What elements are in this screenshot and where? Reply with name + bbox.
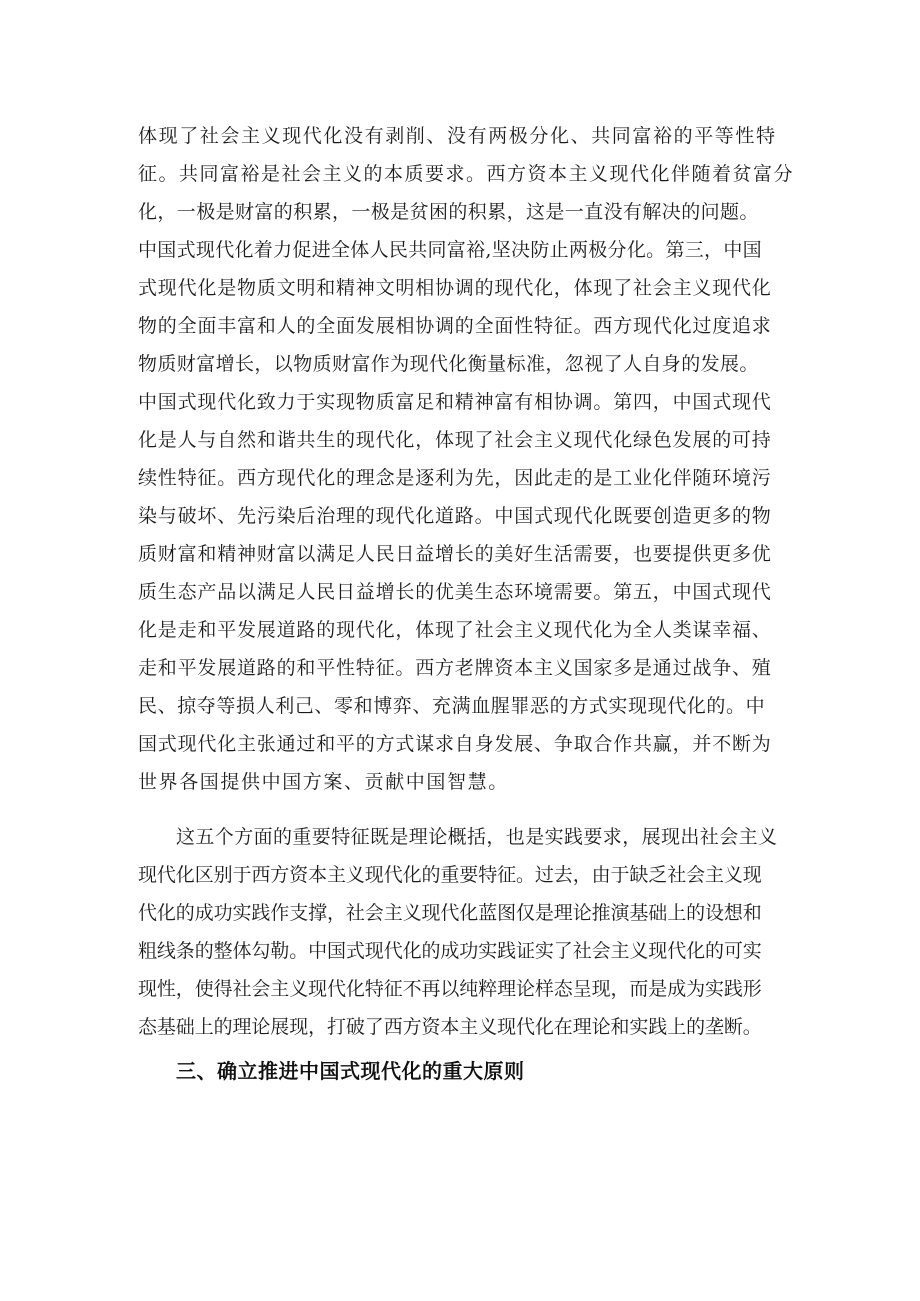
text-line-15: 走和平发展道路的和平性特征。西方老牌资本主义国家多是通过战争、殖 bbox=[138, 657, 772, 679]
text-line-24: 态基础上的理论展现，打破了西方资本主义现代化在理论和实践上的垄断。 bbox=[138, 1016, 762, 1038]
text-line-21: 代化的成功实践作支撑，社会主义现代化蓝图仅是理论推演基础上的设想和 bbox=[138, 902, 762, 924]
text-line-12: 质财富和精神财富以满足人民日益增长的美好生活需要，也要提供更多优 bbox=[138, 543, 772, 565]
text-line-8: 中国式现代化致力于实现物质富足和精神富有相协调。第四，中国式现代 bbox=[138, 391, 772, 413]
text-line-3: 化，一极是财富的积累，一极是贫困的积累，这是一直没有解决的问题。 bbox=[138, 201, 759, 223]
text-line-13: 质生态产品以满足人民日益增长的优美生态环境需要。第五，中国式现代 bbox=[138, 581, 772, 603]
text-line-22: 粗线条的整体勾勒。中国式现代化的成功实践证实了社会主义现代化的可实 bbox=[138, 940, 762, 962]
text-line-18: 世界各国提供中国方案、贡献中国智慧。 bbox=[138, 771, 509, 793]
text-line-23: 现性，使得社会主义现代化特征不再以纯粹理论样态呈现，而是成为实践形 bbox=[138, 978, 762, 1000]
text-line-9: 化是人与自然和谐共生的现代化，体现了社会主义现代化绿色发展的可持 bbox=[138, 429, 772, 451]
text-line-10: 续性特征。西方现代化的理念是逐利为先，因此走的是工业化伴随环境污 bbox=[138, 467, 772, 489]
text-line-6: 物的全面丰富和人的全面发展相协调的全面性特征。西方现代化过度追求 bbox=[138, 315, 772, 337]
text-line-2: 征。共同富裕是社会主义的本质要求。西方资本主义现代化伴随着贫富分 bbox=[138, 163, 795, 185]
text-line-19: 这五个方面的重要特征既是理论概括，也是实践要求，展现出社会主义 bbox=[176, 826, 778, 848]
text-line-7: 物质财富增长，以物质财富作为现代化衡量标准，忽视了人自身的发展。 bbox=[138, 353, 759, 375]
text-line-16: 民、掠夺等损人利己、零和博弈、充满血腥罪恶的方式实现现代化的。中 bbox=[138, 695, 766, 717]
text-line-20: 现代化区别于西方资本主义现代化的重要特征。过去，由于缺乏社会主义现 bbox=[138, 864, 762, 886]
text-line-17: 国式现代化主张通过和平的方式谋求自身发展、争取合作共赢，并不断为 bbox=[138, 733, 772, 755]
text-line-4: 中国式现代化着力促进全体人民共同富裕,坚决防止两极分化。第三，中国 bbox=[138, 239, 762, 261]
text-line-14: 化是走和平发展道路的现代化，体现了社会主义现代化为全人类谋幸福、 bbox=[138, 619, 772, 641]
text-line-1: 体现了社会主义现代化没有剥削、没有两极分化、共同富裕的平等性特 bbox=[138, 125, 777, 147]
text-line-5: 式现代化是物质文明和精神文明相协调的现代化，体现了社会主义现代化 bbox=[138, 277, 772, 299]
section-heading: 三、确立推进中国式现代化的重大原则 bbox=[176, 1059, 525, 1083]
text-line-11: 染与破坏、先污染后治理的现代化道路。中国式现代化既要创造更多的物 bbox=[138, 505, 772, 527]
